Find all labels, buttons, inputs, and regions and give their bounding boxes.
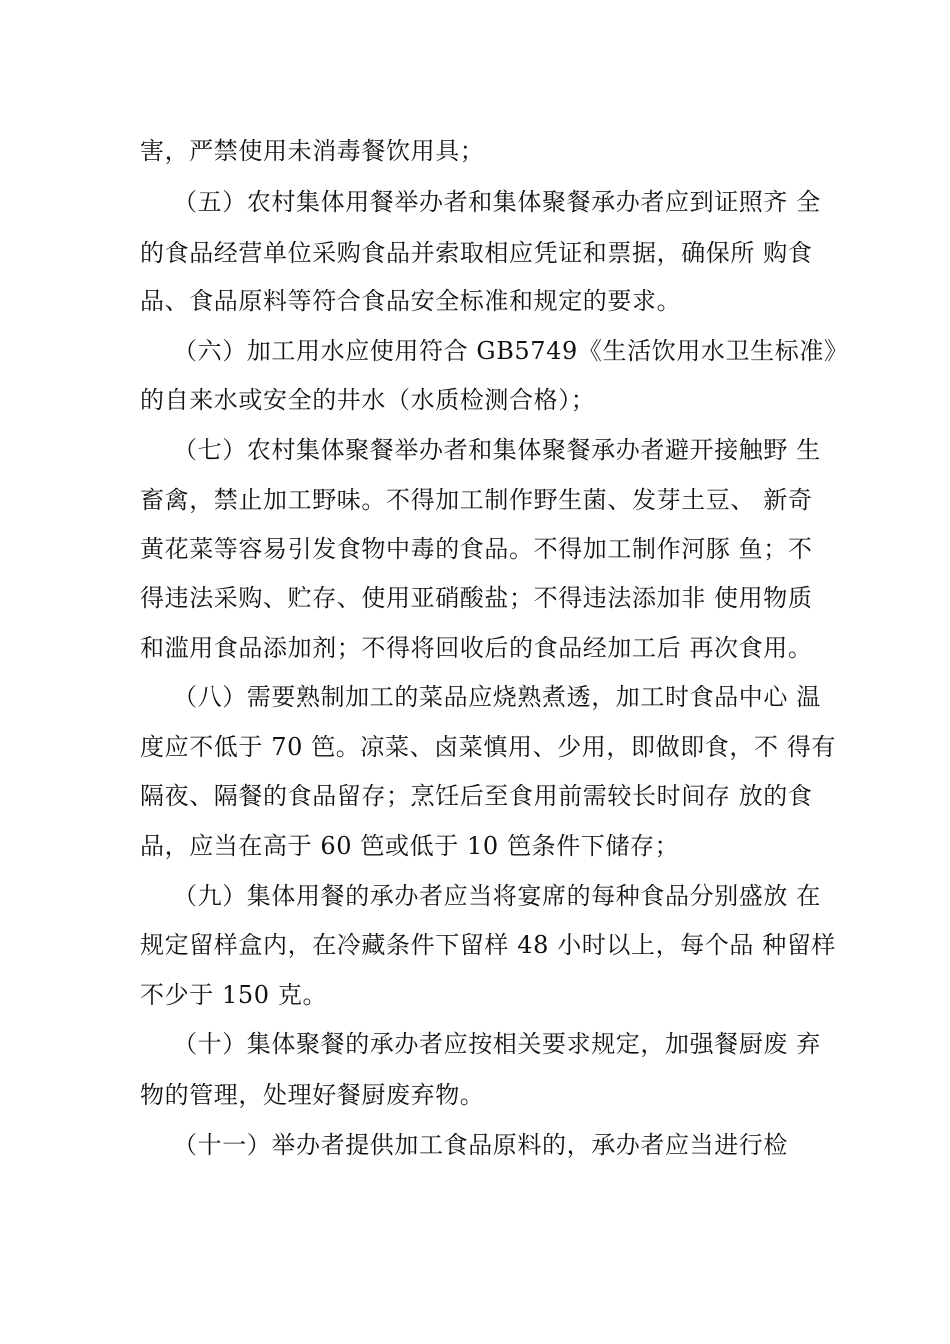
text-line: 规定留样盒内，在冷藏条件下留样 48 小时以上，每个品 种留样 xyxy=(140,931,837,959)
text-line: 得违法采购、贮存、使用亚硝酸盐；不得违法添加非 使用物质 xyxy=(140,584,813,612)
text-line: 害，严禁使用未消毒餐饮用具； xyxy=(140,137,485,165)
text-line: 畜禽，禁止加工野味。不得加工制作野生菌、发芽土豆、 新奇 xyxy=(140,486,813,514)
text-line: 和滥用食品添加剂；不得将回收后的食品经加工后 再次食用。 xyxy=(140,634,813,662)
text-line: 品，应当在高于 60 笆或低于 10 笆条件下储存； xyxy=(140,832,680,860)
text-line: （七）农村集体聚餐举办者和集体聚餐承办者避开接触野 生 xyxy=(173,436,821,464)
text-line: （六）加工用水应使用符合 GB5749《生活饮用水卫生标准》 xyxy=(173,337,849,365)
text-line: （五）农村集体用餐举办者和集体聚餐承办者应到证照齐 全 xyxy=(173,188,821,216)
text-line: （八）需要熟制加工的菜品应烧熟煮透，加工时食品中心 温 xyxy=(173,683,821,711)
text-line: （九）集体用餐的承办者应当将宴席的每种食品分别盛放 在 xyxy=(173,882,821,910)
text-line: 的自来水或安全的井水（水质检测合格）； xyxy=(140,386,596,414)
text-line: 不少于 150 克。 xyxy=(140,981,328,1009)
text-line: 的食品经营单位采购食品并索取相应凭证和票据，确保所 购食 xyxy=(140,239,813,267)
text-line: 物的管理，处理好餐厨废弃物。 xyxy=(140,1081,485,1109)
text-line: 品、食品原料等符合食品安全标准和规定的要求。 xyxy=(140,287,682,315)
text-line: 隔夜、隔餐的食品留存；烹饪后至食用前需较长时间存 放的食 xyxy=(140,782,813,810)
text-line: （十）集体聚餐的承办者应按相关要求规定，加强餐厨废 弃 xyxy=(173,1030,821,1058)
text-line: （十一）举办者提供加工食品原料的，承办者应当进行检 xyxy=(173,1131,788,1159)
text-line: 度应不低于 70 笆。凉菜、卤菜慎用、少用，即做即食，不 得有 xyxy=(140,733,837,761)
text-line: 黄花菜等容易引发食物中毒的食品。不得加工制作河豚 鱼；不 xyxy=(140,535,813,563)
